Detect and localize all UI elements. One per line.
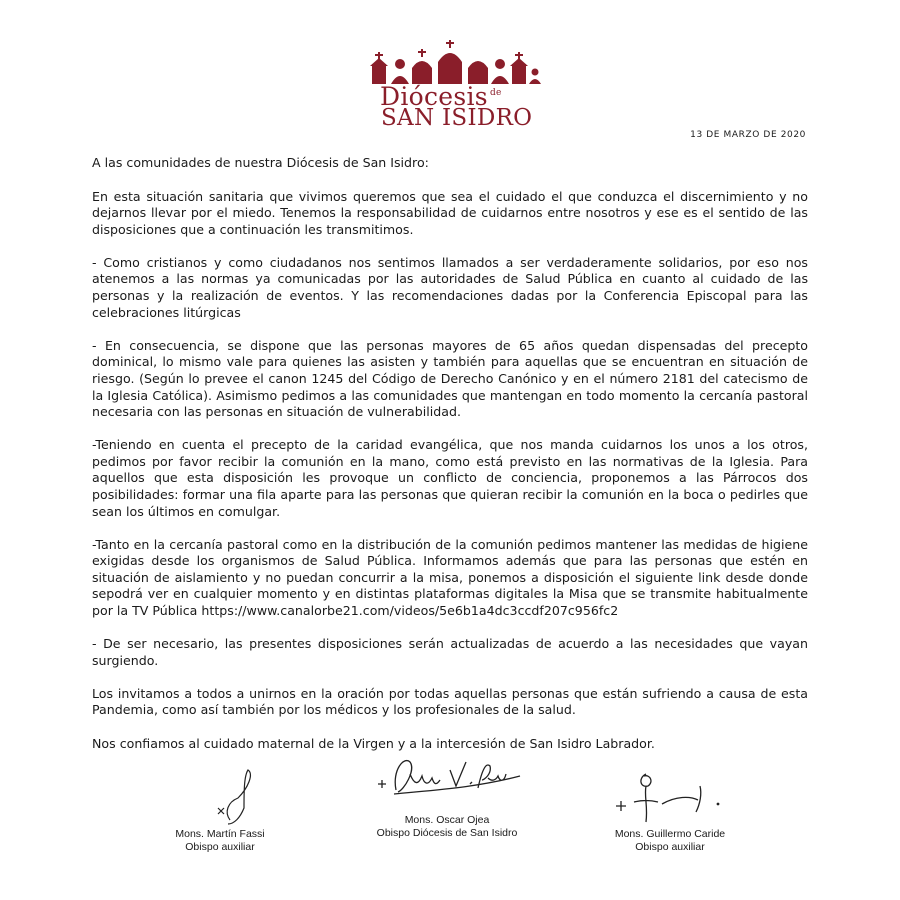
signatory-name: Mons. Oscar Ojea [404, 814, 490, 826]
letter-paragraph: Nos confiamos al cuidado maternal de la Virgen y a la intercesión de San Isidro Labrador. [92, 735, 655, 751]
letter-paragraph: Los invitamos a todos a unirnos en la oración por todas aquellas personas que están sufriendo a causa de esta Pandemia, como así también por los médicos y los profesionales de la salud. [92, 685, 808, 718]
signatory-name: Mons. Martín Fassi [175, 828, 265, 840]
logo-de: de [489, 88, 502, 98]
logo-text [380, 84, 550, 130]
diocese-logo [358, 40, 544, 132]
signatory-role: Obispo auxiliar [185, 841, 255, 853]
signatory-role: Obispo Diócesis de San Isidro [376, 827, 518, 839]
letter-paragraph: - De ser necesario, las presentes disposiciones serán actualizadas de acuerdo a las necesidades que vayan surgiendo. [92, 636, 808, 668]
letter-paragraph: -Tanto en la cercanía pastoral como en la distribución de la comunión pedimos mantener las medidas de higiene exigidas desde los organismos de Salud Pública. Informamos además que para las personas que estén en situación de aislamiento y no puedan concurrir a la misa, ponemos a disposición el siguiente link desde donde sepodrá ver en cualquier momento y en distintas plataformas digitales la Misa que se transmite habitualmente por la TV Pública https://www.canalorbe21.com/videos/5e6b1a4dc3ccdf207c956fc2 [92, 536, 808, 619]
handwritten-signature-icon [188, 768, 268, 838]
letter-date: 13 DE MARZO DE 2020 [690, 130, 806, 140]
letter-paragraph: - Como cristianos y como ciudadanos nos sentimos llamados a ser verdaderamente solidarios, por eso nos atenemos a las normas ya comunicadas por las autoridades de Salud Pública en cuanto al cuidado de las personas y la realización de eventos. Y las recomendaciones dadas por la Conferencia Episcopal para las celebraciones litúrgicas [92, 254, 808, 320]
signature-block-ojea [352, 750, 542, 840]
signature-block-fassi [168, 770, 272, 854]
letter-paragraph: En esta situación sanitaria que vivimos queremos que sea el cuidado el que conduzca el discernimiento y no dejarnos llevar por el miedo. Tenemos la responsabilidad de cuidarnos entre nosotros y ese es el sentido de las disposiciones que a continuación les transmitimos. [92, 188, 808, 237]
handwritten-signature-icon [374, 750, 524, 810]
handwritten-signature-icon [606, 766, 736, 826]
logo-title-line2: SAN ISIDRO [381, 105, 533, 131]
letter-paragraph: - En consecuencia, se dispone que las personas mayores de 65 años quedan dispensadas del precepto dominical, lo mismo vale para quienes las asisten y también para aquellas que se encuentran en situación de riesgo. (Según lo prevee el canon 1245 del Código de Derecho Canónico y en el número 2181 del catecismo de la Iglesia Católica). Asimismo pedimos a las comunidades que mantengan en todo momento la cercanía pastoral necesaria con las personas en situación de vulnerabilidad. [92, 337, 808, 420]
letter-paragraph: -Teniendo en cuenta el precepto de la caridad evangélica, que nos manda cuidarnos los unos a los otros, pedimos por favor recibir la comunión en la mano, como está previsto en las normativas de la Iglesia. Para aquellos que esta disposición les provoque un conflicto de conciencia, proponemos a las Párrocos dos posibilidades: formar una fila aparte para las personas que quieran recibir la comunión en la boca o pedirles que sean los últimos en comulgar. [92, 437, 808, 519]
signature-block-caride [600, 768, 740, 854]
letter-body [92, 155, 808, 769]
letter-greeting: A las comunidades de nuestra Diócesis de San Isidro: [92, 155, 429, 170]
logo-title-line1: Diócesis $^{de}$ [380, 82, 502, 111]
signatory-role: Obispo auxiliar [635, 841, 705, 853]
signatory-name: Mons. Guillermo Caride [614, 828, 726, 840]
